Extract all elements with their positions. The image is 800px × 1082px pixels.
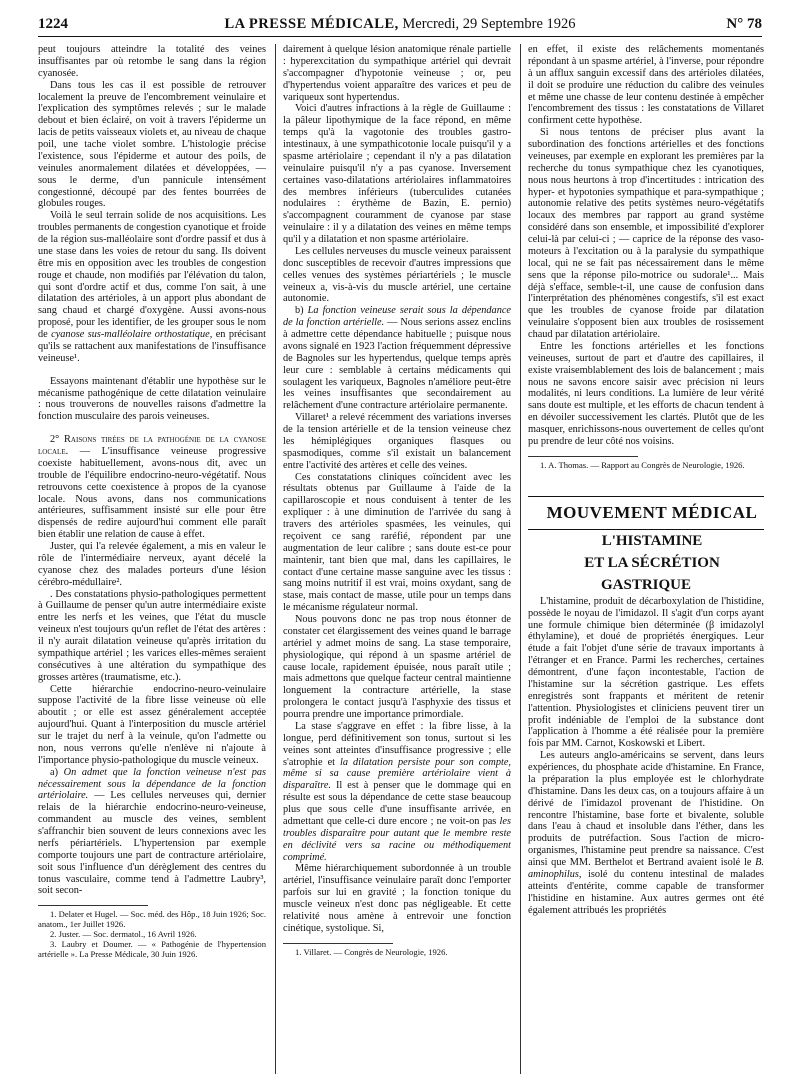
issue-date: Mercredi, 29 Septembre 1926: [398, 16, 576, 32]
paragraph: L'histamine, produit de décarboxylation de l'histidine, possède le noyau de l'imidazol. Il s'agit d'un corps ayant une formule chimique bien déterminée (β imidazolyl éthylamine), et doué de propriétés énergiques. Leur étude a fait l'objet d'une série de travaux importants à l'étranger et en France. Parmi les recherches, certaines démontrent, d'une façon incontestable, l'action de l'histamine sur la sécrétion gastrique. Les effets enregistrés sont frappants et méritent de retenir l'attention. Physiologistes et cliniciens peuvent tirer un profit indéniable de l'emploi de la substance dont l'application à l'homme a été réalisée pour la première fois par MM. Carnot, Koskowski et Libert.: [528, 595, 764, 750]
footnote: 1. Delater et Hugel. — Soc. méd. des Hôp., 18 Juin 1926; Soc. anatom., 1er Juillet 1926.: [38, 909, 266, 930]
paragraph: Cette hiérarchie endocrino-neuro-veinulaire suppose l'activité de la fibre lisse veineuse où elle aboutit ; or elle est assez généralement acceptée aujourd'hui. Quant à l'interposition du muscle artériel sur le trajet du nerf à la veinule, qu'on l'admette ou non, nous verrons qu'elle n'enlève ni n'ajoute à l'importance physio-pathologique du muscle veineux.: [38, 683, 266, 766]
article-title-line-2: ET LA SÉCRÉTION GASTRIQUE: [584, 554, 720, 593]
paragraph: Voilà le seul terrain solide de nos acquisitions. Les troubles permanents de congestion cyanotique et froide de la région sus-malléolaire sont d'ordre passif et dus à une stase dans les voies de retour du sang. Ils doivent être mis en opposition avec les troubles de congestion rouge et chaude, non modifiés par l'élévation du talon, qui sont d'ordre actif et dus, comme l'on sait, à une dilatation des artérioles, à un apport plus abondant de sang chaud et chargé d'oxygène. Aussi avons-nous proposé, pour les identifier, de les grouper sous le nom de cyanose sus-malléolaire orthostatique, en précisant qu'ils se rattachent aux manifestations de l'insuffisance veineuse¹.: [38, 210, 266, 364]
paragraph: Nous pouvons donc ne pas trop nous étonner de constater cet élargissement des veines quand le barrage artériel y admet moins de sang. La stase temporaire, physiologique, qui répond à un spasme artériel de cause locale, rapidement épuisée, nous paraît utile ; mais admettons que quelque facteur central maintienne longuement la contracture artérielle, la stase prolongera le contact jusqu'à l'asphyxie des tissus et pourra prendre une importance primordiale.: [283, 614, 511, 720]
paragraph: Essayons maintenant d'établir une hypothèse sur le mécanisme pathogénique de cette dilatation veinulaire : nous trouverons de nouvelles raisons d'admettre la fonction musculaire des parois veineuses.: [38, 375, 266, 423]
paragraph: Les cellules nerveuses du muscle veineux paraissent donc susceptibles de recevoir d'autres impressions que celles venues des systèmes périartériels ; le muscle veineux a, vis-à-vis du muscle artériel, une certaine autonomie.: [283, 245, 511, 305]
paragraph: Ces constatations cliniques coïncident avec les résultats obtenus par Guillaume à l'aide de la capillaroscopie et nous conduisent à tenter de les expliquer : à une diminution de l'arrivée du sang à travers des artérioles spasmées, les veinules, qui reçoivent ce sang raréfié, répondent par une augmentation de leur calibre ; sans doute est-ce pour maintenir, tant bien que mal, dans les capillaires, le contact d'une certaine masse sanguine avec les tissus : sang moins nutritif il est vrai, moins oxydant, sang de stase, mais contact de masse, utile pour un temps dans le mécanisme régulateur normal.: [283, 471, 511, 614]
footnote: 2. Juster. — Soc. dermatol., 16 Avril 1926.: [50, 929, 197, 940]
column-1: [38, 44, 266, 1074]
paragraph: Même hiérarchiquement subordonnée à un trouble artériel, l'insuffisance veinulaire paraît donc l'emporter parfois sur lui en gravité ; la fonction tonique du muscle veineux n'est donc pas négligeable. Et cette relativité nous amène à entrevoir une fonction cinétique, systolique. Si,: [283, 863, 511, 934]
page-header: [38, 14, 762, 37]
paragraph: dairement à quelque lésion anatomique rénale partielle : hyperexcitation du sympathique artériel qui devrait s'accompagner d'hypotonie veineuse ; or, peu d'hypertendus voient apparaître des varices et peu de variqueux sont hypertendus.: [283, 44, 511, 103]
paragraph: peut toujours atteindre la totalité des veines insuffisantes par où retombe le sang dans la région cyanosée.: [38, 44, 266, 79]
paragraph: Les auteurs anglo-américains se servent, dans leurs expériences, du phosphate acide d'histamine. En France, la préparation la plus employée est le chlorhydrate d'histamine. Dans les deux cas, on a toujours affaire à un dérivé de l'imidazol provenant de l'histidine. On rencontre l'histamine, base forte et bivalente, soluble dans l'eau à chaud et insoluble dans l'éther, dans les produits de putréfaction. Sous l'action de micro-organismes, l'histamine peut prendre sa naissance. C'est ainsi que MM. Berthelot et Bertrand avaient isolé le B. aminophilus, isolé du contenu intestinal de malades atteints d'entérite, comme capable de transformer l'histidine en histamine. Aux autres germes ont été également attribués les propriétés: [528, 750, 764, 916]
paragraph: Entre les fonctions artérielles et les fonctions veineuses, surtout de part et d'autre des capillaires, il existe vraisemblablement des lois de balancement ; mais nous ne savons encore saisir avec précision ni leurs modalités, ni leurs conditions. La lumière de leur vérité sans doute est multiple, et les efforts de chacun tendent à en dévoiler successivement les clartés. Plutôt que de les masquer, enrichissons-nous ouvertement de celles qu'ont pu prendre de leur côté nos voisins.: [528, 340, 764, 447]
column-divider: [520, 44, 521, 1074]
section-heading: 2° Raisons tirées de la pathogénie de la cyanose locale.: [38, 434, 266, 457]
journal-name: LA PRESSE MÉDICALE,: [224, 16, 399, 32]
paragraph: a) On admet que la fonction veineuse n'est pas nécessairement sous la dépendance de la fonction artériolaire. — Les cellules nerveuses qui, dernier relais de la hiérarchie endocrino-neuro-veineuse, commandent au muscle des veines, semblent s'affranchir bien souvent de leurs connexions avec les nerfs périartériels. L'hypertension par exemple comporte toujours une part de contracture artériolaire, soit sous l'influence d'un dérèglement des centres du tonus vasculaire, comme tend à l'admettre Laubry³, soit secon-: [38, 766, 266, 897]
paragraph: en effet, il existe des relâchements momentanés répondant à un spasme artériel, à l'inverse, pour répondre à un afflux sanguin excessif dans des artérioles dilatées, il doit se produire une réduction du calibre des veinules et même une chasse de leur contenu destinée à empêcher l'encombrement des tissus : les constatations de Villaret confirment cette hypothèse.: [528, 44, 764, 127]
paragraph: Juster, qui l'a relevée également, a mis en valeur le rôle de l'intermédiaire nerveux, ayant décelé la cyanose chez des malades porteurs d'une lésion cérébro-médullaire².: [38, 541, 266, 588]
paragraph: Voici d'autres infractions à la règle de Guillaume : la pâleur lipothymique de la face répond, en même temps qu'à la vagotonie des troubles gastro-intestinaux, à une sympathicotonie locale puisqu'il y a spasme artériolaire ; cependant il n'y a pas dilatation veinulaire puisqu'il n'y a pas cyanose. Inversement certaines vaso-dilatations artériolaires inflammatoires des membres inférieurs (tuberculides cutanées nodulaires : érythème de Bazin, E. pernio) s'accompagnent couramment de cyanose par stase veinulaire : il y a dilatation des veines en même temps qu'il y a dilatation et non spasme artériolaire.: [283, 103, 511, 245]
paragraph: b) La fonction veineuse serait sous la dépendance de la fonction artérielle. — Nous serions assez enclins à admettre cette dépendance habituelle ; puisque nous avons signalé en 1923 l'action fréquemment dépressive de Bagnoles sur les hypertendus, quelque temps après leur cure : semblable à certains médicaments qui soulagent les variqueux, Bagnoles n'améliore peut-être les veines insuffisantes que secondairement au relâchement d'une contracture artériolaire permanente.: [283, 305, 511, 412]
paragraph: La stase s'aggrave en effet : la fibre lisse, à la longue, perd définitivement son tonus, surtout si les veines sont atteintes d'insuffisance progressive ; elle s'atrophie et la dilatation persiste pour son compte, même si sa cause première artériolaire vient à disparaître. Il est à penser que le dommage qui en résulte est sous la dépendance de cette stase beaucoup plus que sous celle d'une insuffisante arrivée, en admettant que celle-ci dure encore ; ne voit-on pas les troubles disparaître pour autant que le membre reste en déclivité vers sa racine ou méthodiquement comprimé.: [283, 720, 511, 863]
section-title: MOUVEMENT MÉDICAL: [528, 497, 764, 530]
column-3: [528, 44, 764, 1074]
column-divider: [275, 44, 276, 1074]
paragraph: . Des constatations physio-pathologiques permettent à Guillaume de penser qu'un autre intermédiaire existe entre les nerfs et les veines, que l'état du muscle veineux n'est toujours qu'un reflet de l'état des artères : il n'y aurait dilatation veineuse qu'après irritation du sympathique artériel ; les varices elles-mêmes seraient consécutives à une altération du sympathique des grosses artères (traumatisme, etc.).: [38, 588, 266, 683]
article-title-line-1: L'HISTAMINE: [601, 532, 703, 549]
column-2: [283, 44, 511, 1074]
section-paragraph: 2° Raisons tirées de la pathogénie de la cyanose locale. — L'insuffisance veineuse progressive coexiste habituellement, avons-nous dit, avec un trouble de l'équilibre endocrino-neuro-végétatif. Nous retrouvons cette coexistence à propos de la cyanose locale. Nous avons, dans nos communications antérieures, suffisamment insisté sur elle pour être dispensés de redire aujourd'hui comment elle paraît bien établir une relation de cause à effet.: [38, 434, 266, 541]
paragraph: Villaret¹ a relevé récemment des variations inverses de la tension artérielle et de la tension veineuse chez les hémiplégiques organiques flasques ou spasmodiques, comme s'il existait un balancement entre l'activité des artères et celle des veines.: [283, 412, 511, 471]
issue-number: N° 78: [726, 16, 762, 32]
paragraph: Si nous tentons de préciser plus avant la subordination des fonctions artérielles et des fonctions veineuses, par exemple en explorant les premières par la recherche du tonus sympathique chez les cyanotiques, nous nous heurtons à trop d'incertitudes : intrication des hyper- et hypotonies sympathique et para-sympathique ; autonomie relative des petits systèmes neuro-végétatifs locaux des membres par rapport au grand système considéré dans son ensemble, et impossibilité d'explorer celui-là par celui-ci ; — caprice de la réponse des vaso-moteurs à l'excitation ou à la paralysie du sympathique local, qui ne se fait pas nécessairement dans le même sens que la réponse pilo-motrice ou sudorale¹... Mais déjà s'efface, semble-t-il, une cause de confusion dans l'interprétation des phénomènes congestifs, s'il est exact que les troubles de cyanose froide par dilatation veinulaire s'opposent bien aux troubles de rosissement chaud par dilatation artériolaire.: [528, 127, 764, 340]
journal-title: [38, 16, 762, 33]
footnote: 1. Villaret. — Congrès de Neurologie, 1926.: [295, 946, 448, 957]
footnote: 3. Laubry et Doumer. — « Pathogénie de l'hypertension artérielle ». La Presse Médicale, 30 Juin 1926.: [38, 939, 266, 960]
article-title: [528, 530, 764, 596]
paragraph: Dans tous les cas il est possible de retrouver localement la preuve de l'encombrement veinulaire et l'explication des symptômes relevés ; sur le malade debout et bien éclairé, on voit à travers l'épiderme un lacis de petits vaisseaux violets et, au niveau de chaque poil, une tache violet sombre. L'histologie précise l'existence, sous l'épiderme et autour des poils, de veinules anormalement dilatées et développées, — sous le derme, d'un pannicule intensément congestionné, découpé par des fentes bourrées de globules rouges.: [38, 79, 266, 210]
page-number: 1224: [38, 16, 68, 32]
footnote: 1. A. Thomas. — Rapport au Congrès de Neurologie, 1926.: [540, 459, 745, 470]
